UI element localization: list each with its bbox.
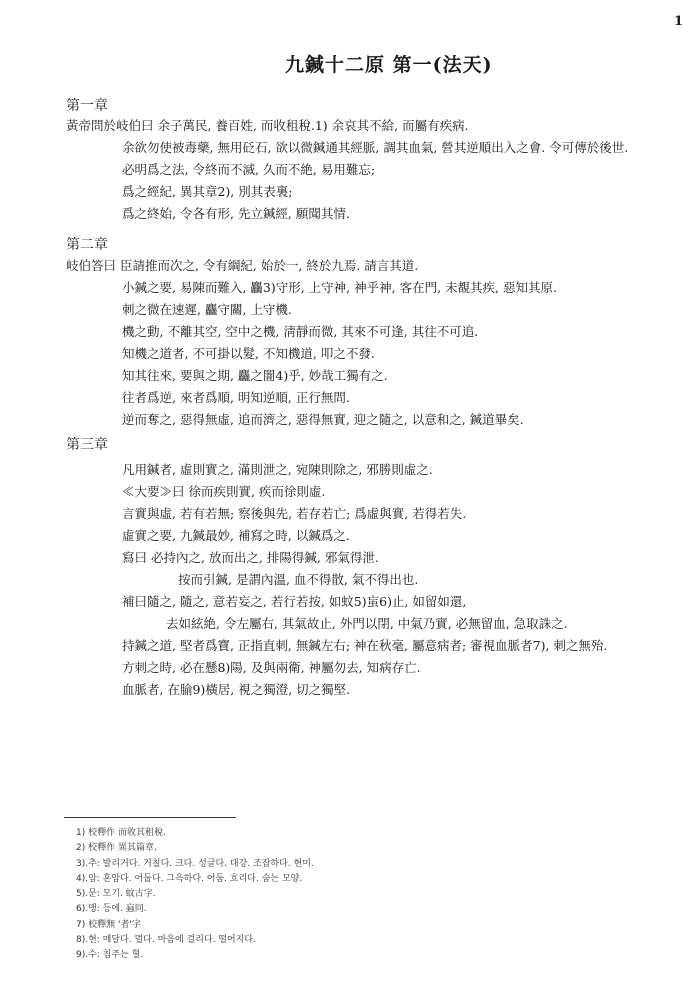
chapter-3-line: 血脈者, 在腧9)橫居, 視之獨澄, 切之獨堅. bbox=[122, 682, 351, 697]
footnote: 5).문: 모기. 蚊古字. bbox=[76, 889, 156, 900]
chapter-2-line: 往者爲逆, 來者爲順, 明知逆順, 正行無問. bbox=[122, 390, 350, 405]
chapter-1-line: 必明爲之法, 令終而不滅, 久而不絶, 易用難忘; bbox=[122, 162, 376, 177]
chapter-3-line: 持鍼之道, 堅者爲寶, 正指直刺, 無鍼左右; 神在秋毫, 屬意病者; 審視血脈者7), 刺之無殆. bbox=[122, 638, 608, 653]
chapter-1-heading: 第一章 bbox=[66, 98, 108, 114]
page-number: 1 bbox=[674, 14, 684, 29]
chapter-3-line: ≪大要≫曰 徐而疾則實, 疾而徐則虛. bbox=[122, 484, 326, 499]
footnote: 8).현: 매달다. 멀다. 마음에 걸리다. 떨어지다. bbox=[76, 935, 256, 946]
footnote-divider bbox=[64, 817, 236, 818]
chapter-3-line: 言實與虛, 若有若無; 察後與先, 若存若亡; 爲虛與實, 若得若失. bbox=[122, 506, 467, 521]
chapter-3-line: 方刺之時, 必在懸8)陽, 及與兩衛, 神屬勿去, 知病存亡. bbox=[122, 660, 421, 675]
chapter-2-line: 刺之微在速遲, 麤守關, 上守機. bbox=[122, 302, 292, 317]
chapter-2-line: 機之動, 不離其空, 空中之機, 淸靜而微, 其來不可逢, 其往不可追. bbox=[122, 324, 479, 339]
page-title: 九鍼十二原 第一(法天) bbox=[285, 54, 493, 76]
chapter-3-heading: 第三章 bbox=[66, 437, 108, 453]
footnote: 7) 校釋無 '者'字 bbox=[76, 919, 141, 930]
footnote: 9).수: 침주는 혈. bbox=[76, 950, 144, 961]
footnote: 1) 校釋作 而收其租稅. bbox=[76, 828, 166, 838]
chapter-2-line: 知其往來, 要與之期, 麤之闇4)乎, 妙哉工獨有之. bbox=[122, 368, 388, 383]
chapter-2-line: 小鍼之要, 易陳而難入, 麤3)守形, 上守神, 神乎神, 客在門, 未覩其疾, 惡知其原. bbox=[122, 280, 557, 295]
footnote: 6).맹: 등에. 蝱同. bbox=[76, 904, 147, 915]
chapter-2-line: 岐伯答曰 臣請推而次之, 令有綱紀, 始於一, 終於九焉. 請言其道. bbox=[66, 258, 419, 273]
chapter-2-line: 逆而奪之, 惡得無虛, 追而濟之, 惡得無實, 迎之隨之, 以意和之, 鍼道畢矣. bbox=[122, 412, 524, 427]
chapter-2-heading: 第二章 bbox=[66, 237, 108, 253]
chapter-3-line: 按而引鍼, 是謂內溫, 血不得散, 氣不得出也. bbox=[178, 572, 419, 587]
footnote: 2) 校釋作 異其篇章. bbox=[76, 843, 157, 854]
footnotes bbox=[76, 826, 314, 964]
footnote: 3).추: 발리거다. 거칠다. 크다. 성글다. 대강. 조잡하다. 현미. bbox=[76, 858, 314, 869]
chapter-1-line: 爲之經紀, 異其章2), 別其表裏; bbox=[122, 184, 293, 199]
chapter-2-line: 知機之道者, 不可掛以髮, 不知機道, 叩之不發. bbox=[122, 346, 375, 361]
chapter-3-line: 虛實之要, 九鍼最妙, 補寫之時, 以鍼爲之. bbox=[122, 528, 350, 543]
chapter-1-line: 爲之終始, 令各有形, 先立鍼經, 願聞其情. bbox=[122, 206, 350, 221]
chapter-3-line: 凡用鍼者, 虛則實之, 滿則泄之, 宛陳則除之, 邪勝則虛之. bbox=[122, 462, 433, 477]
chapter-1-line: 黃帝問於岐伯曰 余子萬民, 養百姓, 而收租稅.1) 余哀其不給, 而屬有疾病. bbox=[66, 118, 469, 133]
footnote: 4).암: 혼암다. 어둡다. 그윽하다. 어둠. 흐리다. 숨는 모양. bbox=[76, 873, 303, 884]
chapter-3-line: 寫曰 必持內之, 放而出之, 排陽得鍼, 邪氣得泄. bbox=[122, 550, 379, 565]
chapter-3-line: 去如絃絶, 令左屬右, 其氣故止, 外門以閉, 中氣乃實, 必無留血, 急取誅之. bbox=[166, 616, 568, 631]
chapter-1-line: 余欲勿使被毒藥, 無用砭石, 欲以微鍼通其經脈, 調其血氣, 營其逆順出入之會. 令可傳於後世. bbox=[122, 140, 629, 155]
chapter-3-line: 補曰隨之, 隨之, 意若妄之, 若行若按, 如蚊5)䖟6)止, 如留如還, bbox=[122, 594, 467, 609]
